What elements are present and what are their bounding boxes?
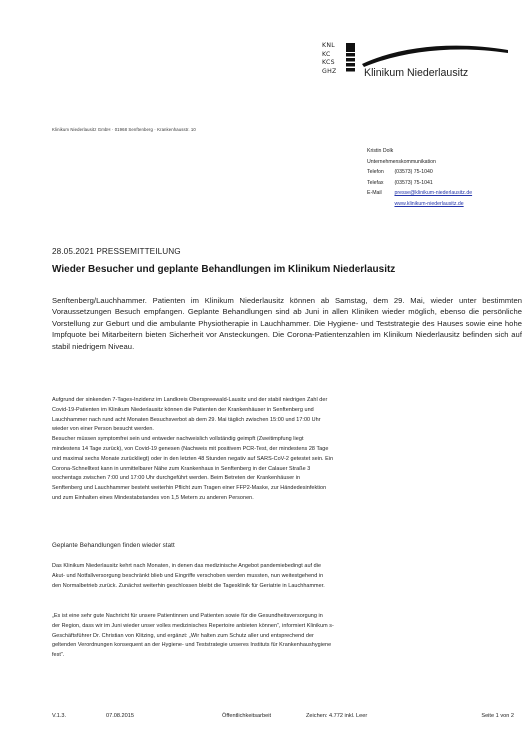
text-line: mindestens 14 Tage zurück), von Covid-19 genesen (Nachweis mit positivem PCR-Test, der mindestens 28 Tage — [52, 445, 329, 452]
email-link[interactable]: presse@klinikum-niederlausitz.de — [394, 190, 473, 197]
logo-swoosh-icon — [360, 40, 510, 70]
footer-page-number: Seite 1 von 2 — [481, 713, 514, 719]
contact-department: Unternehmenskommunikation — [367, 158, 436, 165]
page-title: Wieder Besucher und geplante Behandlungen im Klinikum Niederlausitz — [52, 264, 396, 275]
contact-website-row — [367, 199, 522, 210]
page-footer — [52, 713, 514, 723]
website-link[interactable]: www.klinikum-niederlausitz.de — [394, 200, 464, 207]
fax-label: Telefax — [367, 179, 384, 186]
contact-email-row — [367, 188, 522, 199]
logo-codes — [322, 42, 344, 76]
text-line: „Es ist eine sehr gute Nachricht für unsere Patientinnen und Patienten sowie für die Gesundheitsversorgung in — [52, 613, 323, 619]
lead-paragraph: Senftenberg/Lauchhammer. Patienten im Klinikum Niederlausitz können ab Samstag, dem 29. Mai, wieder unter bestimmten Voraussetzungen Besuch empfangen. Geplante Behandlungen sind ab Juni in allen Kliniken wieder möglich, ebenso die persönliche Vorstellung zur Geburt und die ambulante Physiotherapie in Lauchhammer. Die Hygiene- und Teststrategie des Hauses sowie eine hohe Impfquote bei Mitarbeitern bieten Sicherheit vor Ansteckungen. Die Corona-Patientenzahlen im Klinikum Niederlausitz befinden sich auf stabil niedrigem Niveau. — [52, 296, 522, 351]
text-line: Senftenberg und Lauchhammer besteht weiterhin Pflicht zum Tragen einer FFP2-Maske, zur Händedesinfektion — [52, 485, 327, 492]
body-paragraph-quote — [52, 612, 522, 661]
text-line: der Region, dass wir im Juni wieder unser volles medizinisches Repertoire anbieten können“, informiert Klinikum s- — [52, 622, 334, 629]
text-line: Das Klinikum Niederlausitz kehrt nach Monaten, in denen das medizinische Angebot pandemiebedingt auf die — [52, 563, 322, 569]
phone-value: (03573) 75-1040 — [394, 169, 433, 176]
footer-department: Öffentlichkeitsarbeit — [222, 713, 272, 719]
clinic-logo — [322, 40, 512, 88]
logo-code: GHZ — [322, 67, 337, 75]
text-line: Lauchhammer nach rund acht Monaten Besuchsverbot ab dem 29. Mai täglich zwischen 15:00 und 17:00 Uhr — [52, 416, 321, 423]
logo-mark-icon — [346, 43, 358, 78]
footer-version: V.1.3. — [52, 713, 67, 719]
footer-char-count: Zeichen: 4.772 inkl. Leer — [306, 713, 368, 719]
sender-address: Klinikum Niederlausitz GmbH · 01968 Senftenberg · Krankenhausstr. 10 — [52, 127, 196, 132]
contact-fax-row — [367, 178, 522, 189]
text-line: den Normalbetrieb zurück. Zunächst weiterhin geschlossen bleibt die Tagesklinik für Geriatrie in Lauchhammer. — [52, 582, 325, 589]
logo-name: Klinikum Niederlausitz — [364, 67, 469, 79]
footer-date: 07.08.2015 — [106, 713, 134, 719]
logo-code: KC — [322, 50, 331, 58]
contact-name: Kristin Dolk — [367, 148, 394, 154]
section-subheading: Geplante Behandlungen finden wieder statt — [52, 542, 175, 549]
text-line: Besucher müssen symptomfrei sein und entweder nachweislich vollständig geimpft (Zweitimpfung liegt — [52, 436, 304, 443]
body-paragraph-visits — [52, 396, 522, 504]
text-line: Covid-19-Patienten im Klinikum Niederlausitz können die Patienten der Krankenhäuser in Senftenberg und — [52, 406, 314, 413]
text-line: geltenden Verordnungen konsequent an der Hygiene- und Teststrategie unseres Instituts für Krankenhaushygiene — [52, 642, 332, 649]
date-line: 28.05.2021 PRESSEMITTEILUNG — [52, 247, 181, 256]
contact-phone-row — [367, 167, 522, 178]
text-line: und maximal sechs Monate zurückliegt) oder in den letzten 48 Stunden negativ auf SARS-CoV-2 getestet sein. Ein — [52, 455, 334, 462]
email-label: E-Mail — [367, 190, 382, 197]
fax-value: (03573) 75-1041 — [394, 179, 433, 186]
body-paragraph-treatments — [52, 562, 522, 591]
text-line: Aufgrund der sinkenden 7-Tages-Inzidenz im Landkreis Oberspreewald-Lausitz und der stabil niedrigen Zahl der — [52, 397, 328, 403]
text-line: und zum Einhalten eines Mindestabstandes von 1,5 Metern zu anderen Personen. — [52, 494, 254, 501]
logo-code: KCS — [322, 59, 335, 67]
text-line: Geschäftsführer Dr. Christian von Klitzing, und ergänzt: „Wir halten zum Schutz aller und entsprechend der — [52, 632, 314, 639]
logo-code: KNL — [322, 42, 336, 49]
contact-block — [367, 146, 522, 210]
text-line: Corona-Schnelltest kann in unmittelbarer Nähe zum Krankenhaus in Senftenberg in der Calauer Straße 3 — [52, 465, 311, 472]
text-line: fest“. — [52, 652, 65, 659]
text-line: wochentags zwischen 7:00 und 17:00 Uhr durchgeführt werden. Beim Betreten der Krankenhäuser in — [52, 475, 301, 482]
text-line: Akut- und Notfallversorgung beschränkt blieb und Eingriffe verschoben werden mussten, nun weitestgehend in — [52, 572, 324, 579]
phone-label: Telefon — [367, 169, 384, 176]
text-line: wieder von einer Person besucht werden. — [52, 426, 154, 433]
